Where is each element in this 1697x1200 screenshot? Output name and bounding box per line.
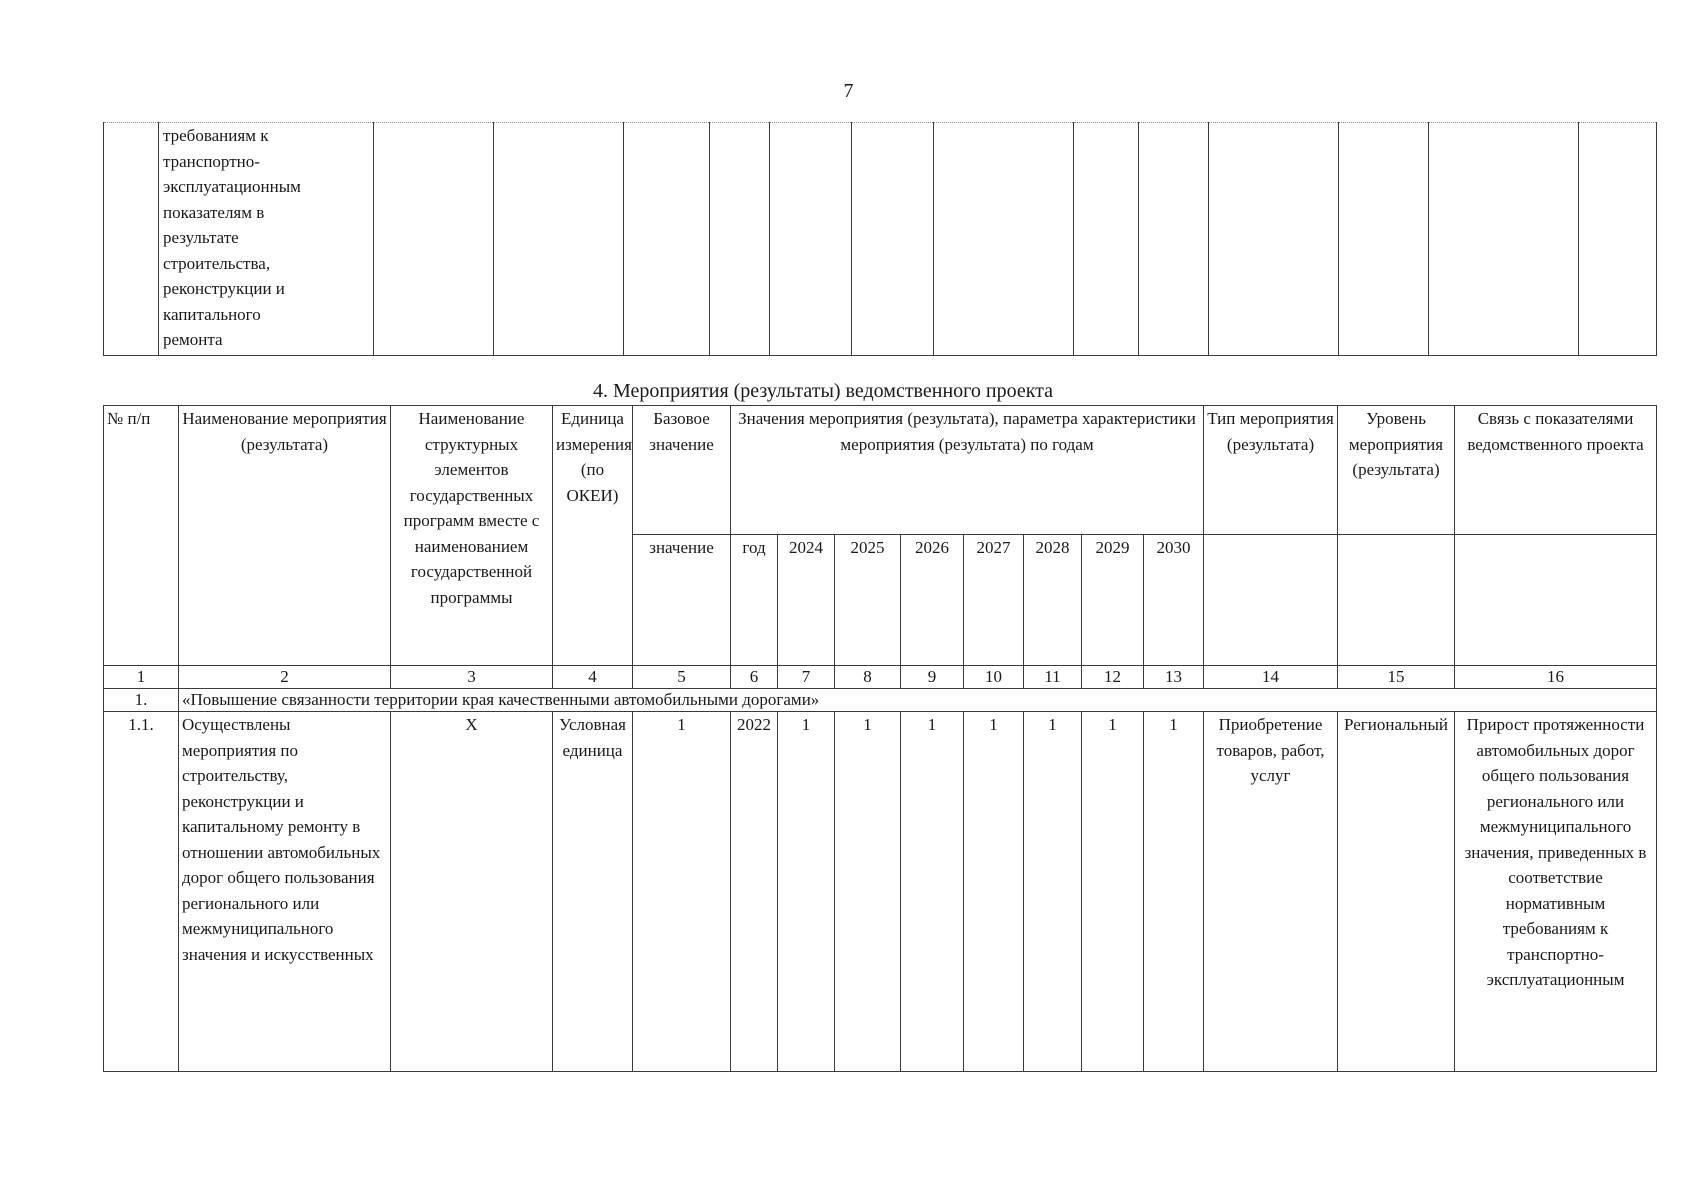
cont-cell-empty [934, 123, 1074, 356]
cont-cell-empty [1429, 123, 1579, 356]
header-sub-empty [1204, 535, 1338, 666]
header-col-unit: Единица измерения (по ОКЕИ) [553, 406, 633, 666]
column-number: 3 [391, 666, 553, 689]
header-col-base-value: Базовое значение [633, 406, 731, 535]
table-row [104, 712, 1657, 1072]
section-row [104, 689, 1657, 712]
measure-level: Региональный [1338, 712, 1455, 1072]
cont-cell-empty [494, 123, 624, 356]
cont-cell-empty [1139, 123, 1209, 356]
value-2025: 1 [835, 712, 901, 1072]
section-row-title: «Повышение связанности территории края качественными автомобильными дорогами» [179, 689, 1657, 712]
column-number: 11 [1024, 666, 1082, 689]
cont-text-line: требованиям к [163, 126, 269, 145]
header-sub-year: год [731, 535, 778, 666]
cont-text-line: результате [163, 228, 239, 247]
column-number: 6 [731, 666, 778, 689]
cont-cell-empty [1209, 123, 1339, 356]
cont-cell-empty [1339, 123, 1429, 356]
header-sub-value: значение [633, 535, 731, 666]
linked-indicator: Прирост протяженности автомобильных дорог общего пользования регионального или межмуниципального значения, приведенных в соответствие нормативным требованиям к транспортно-эксплуатационным [1455, 712, 1657, 1072]
column-number: 16 [1455, 666, 1657, 689]
header-col-level: Уровень мероприятия (результата) [1338, 406, 1455, 535]
page-number: 7 [843, 80, 854, 102]
column-number: 10 [964, 666, 1024, 689]
header-row-1 [104, 406, 1657, 535]
section-title: 4. Мероприятия (результаты) ведомственного проекта [593, 380, 1054, 402]
column-number: 9 [901, 666, 964, 689]
cont-text-cell [159, 123, 374, 356]
column-number: 12 [1082, 666, 1144, 689]
cont-text-line: капитального [163, 304, 261, 324]
header-col-values-by-year: Значения мероприятия (результата), параметра характеристики мероприятия (результата) по годам [731, 406, 1204, 535]
column-number: 4 [553, 666, 633, 689]
value-2026: 1 [901, 712, 964, 1072]
cont-cell-empty [852, 123, 934, 356]
cont-text-line: эксплуатационным [163, 177, 301, 196]
header-year-2024: 2024 [778, 535, 835, 666]
structural-elements: Х [391, 712, 553, 1072]
section-number: 1. [104, 689, 179, 712]
header-year-2030: 2030 [1144, 535, 1204, 666]
cont-cell-empty [1074, 123, 1139, 356]
cont-cell-empty [770, 123, 852, 356]
column-number: 15 [1338, 666, 1455, 689]
value-2027: 1 [964, 712, 1024, 1072]
header-year-2029: 2029 [1082, 535, 1144, 666]
column-number: 2 [179, 666, 391, 689]
header-year-2028: 2028 [1024, 535, 1082, 666]
cont-cell-empty [710, 123, 770, 356]
cont-text-line: показателям в [163, 202, 265, 222]
value-2030: 1 [1144, 712, 1204, 1072]
header-col-type: Тип мероприятия (результата) [1204, 406, 1338, 535]
continuation-table [103, 122, 1657, 356]
measure-type: Приобретение товаров, работ, услуг [1204, 712, 1338, 1072]
measures-table [103, 405, 1657, 1072]
header-year-2025: 2025 [835, 535, 901, 666]
cont-cell-empty [624, 123, 710, 356]
cont-text-line: реконструкции и [163, 279, 285, 298]
value-2024: 1 [778, 712, 835, 1072]
column-number: 1 [104, 666, 179, 689]
cont-text-line: транспортно- [163, 151, 260, 171]
header-sub-empty [1455, 535, 1657, 666]
cont-cell-empty [1579, 123, 1657, 356]
column-number: 13 [1144, 666, 1204, 689]
cont-cell-empty [374, 123, 494, 356]
column-number-row [104, 666, 1657, 689]
header-col-link: Связь с показателями ведомственного проекта [1455, 406, 1657, 535]
value-2028: 1 [1024, 712, 1082, 1072]
header-col-number: № п/п [104, 406, 179, 666]
cont-cell-empty [104, 123, 159, 356]
header-sub-empty [1338, 535, 1455, 666]
base-value: 1 [633, 712, 731, 1072]
column-number: 5 [633, 666, 731, 689]
cont-text-line: ремонта [163, 330, 223, 349]
header-col-name: Наименование мероприятия (результата) [179, 406, 391, 666]
cont-text-line: строительства, [163, 253, 271, 273]
base-year: 2022 [731, 712, 778, 1072]
header-year-2027: 2027 [964, 535, 1024, 666]
header-year-2026: 2026 [901, 535, 964, 666]
measure-name: Осуществлены мероприятия по строительству, реконструкции и капитальному ремонту в отношении автомобильных дорог общего пользования регионального или межмуниципального значения и искусственных [179, 712, 391, 1072]
value-2029: 1 [1082, 712, 1144, 1072]
header-col-structural-elements: Наименование структурных элементов государственных программ вместе с наименованием государственной программы [391, 406, 553, 666]
column-number: 7 [778, 666, 835, 689]
row-number: 1.1. [104, 712, 179, 1072]
column-number: 14 [1204, 666, 1338, 689]
column-number: 8 [835, 666, 901, 689]
unit: Условная единица [553, 712, 633, 1072]
